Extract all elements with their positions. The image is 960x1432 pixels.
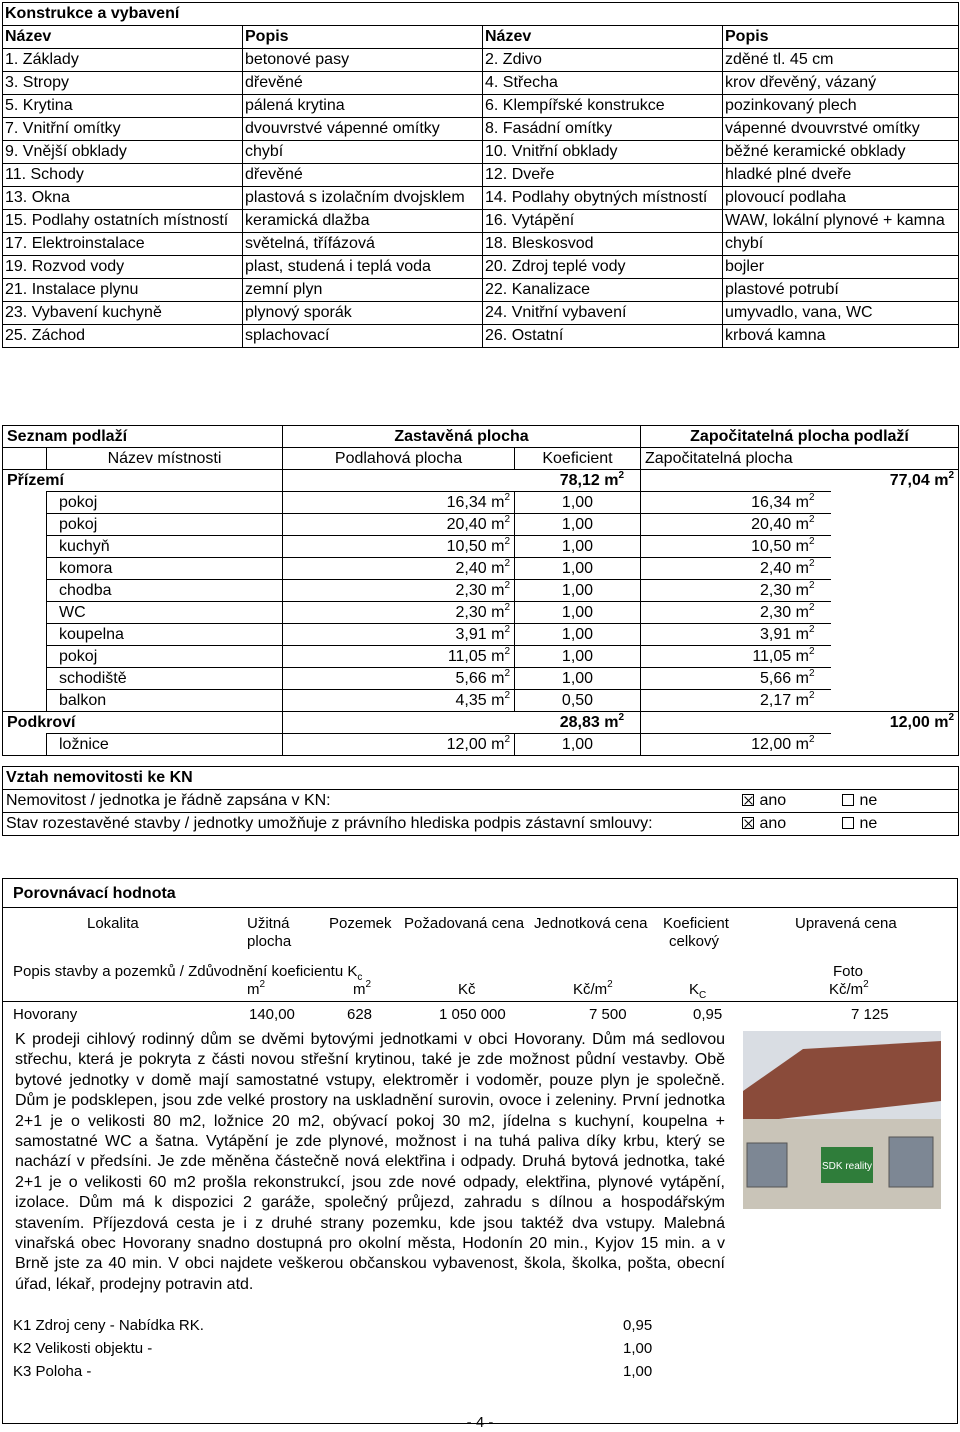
- konstrukce-popis: umyvadlo, vana, WC: [723, 302, 959, 325]
- floor-zastavena: [283, 470, 641, 492]
- area-value: 12,00 m: [751, 736, 809, 753]
- konstrukce-popis: zemní plyn: [243, 279, 483, 302]
- room-podlahova: [283, 690, 515, 712]
- room-zapocitatelna: [641, 536, 831, 558]
- room-name: pokoj: [47, 492, 283, 514]
- room-zapocitatelna: [641, 646, 831, 668]
- floor-row: [3, 470, 959, 492]
- konstrukce-nazev: 12. Dveře: [483, 164, 723, 187]
- checkbox-checked-icon: [742, 817, 754, 829]
- kn-zapis-no-label: ne: [859, 792, 878, 809]
- konstrukce-nazev: 21. Instalace plynu: [3, 279, 243, 302]
- floor-row: [3, 712, 959, 734]
- konstrukce-popis: chybí: [723, 233, 959, 256]
- room-podlahova: [283, 602, 515, 624]
- room-zapocitatelna: [641, 668, 831, 690]
- konstrukce-popis: chybí: [243, 141, 483, 164]
- area-unit-exp: 2: [504, 734, 510, 745]
- room-spacer: [831, 734, 959, 756]
- room-podlahova: [283, 668, 515, 690]
- room-koeficient: 1,00: [515, 514, 641, 536]
- konstrukce-title: Konstrukce a vybavení: [3, 3, 959, 26]
- area-unit-exp: 2: [808, 734, 815, 745]
- room-koeficient: 1,00: [515, 668, 641, 690]
- area-value: 2,30 m: [760, 604, 809, 621]
- konstrukce-nazev: 16. Vytápění: [483, 210, 723, 233]
- room-indent: [3, 646, 47, 668]
- konstrukce-popis: splachovací: [243, 325, 483, 348]
- room-koeficient: 1,00: [515, 580, 641, 602]
- kn-row-zapis: Nemovitost / jednotka je řádně zapsána v KN:: [3, 790, 739, 813]
- header-popis-1: Popis: [243, 26, 483, 49]
- coefficient-label: K3 Poloha -: [13, 1363, 92, 1380]
- room-indent: [3, 492, 47, 514]
- area-unit-exp: 2: [618, 470, 624, 481]
- konstrukce-popis: plastová s izolačním dvojsklem: [243, 187, 483, 210]
- konstrukce-row: [3, 164, 959, 187]
- hdr-koef-2: celkový: [669, 933, 720, 950]
- area-value: 4,35 m: [455, 692, 505, 709]
- room-indent: [3, 514, 47, 536]
- floor-zapocitatelna: [641, 470, 959, 492]
- konstrukce-nazev: 8. Fasádní omítky: [483, 118, 723, 141]
- area-unit-exp: 2: [504, 602, 510, 613]
- konstrukce-row: [3, 302, 959, 325]
- area-unit-exp: 2: [808, 580, 815, 591]
- col-zapocitatelna: Započitatelná plocha podlaží: [641, 426, 959, 448]
- area-unit-exp: 2: [504, 514, 510, 525]
- room-indent: [3, 668, 47, 690]
- room-row: [3, 558, 959, 580]
- area-value: 16,34 m: [446, 494, 505, 511]
- konstrukce-nazev: 19. Rozvod vody: [3, 256, 243, 279]
- konstrukce-popis: pálená krytina: [243, 95, 483, 118]
- sub-zapocitatelna: Započitatelná plocha: [641, 448, 831, 470]
- area-value: 11,05 m: [752, 648, 809, 665]
- unit-kcm2-b: [829, 981, 869, 999]
- row-pozadovana: 1 050 000: [439, 1006, 506, 1023]
- room-spacer: [831, 514, 959, 536]
- konstrukce-popis: dvouvrstvé vápenné omítky: [243, 118, 483, 141]
- area-unit-exp: 2: [808, 536, 815, 547]
- coefficient-value: 1,00: [623, 1363, 653, 1380]
- unit-m2-a-exp: 2: [259, 979, 266, 990]
- area-value: 11,05 m: [447, 648, 505, 665]
- room-koeficient: 1,00: [515, 734, 641, 756]
- room-indent: [3, 536, 47, 558]
- konstrukce-table: [2, 2, 959, 348]
- room-name: koupelna: [47, 624, 283, 646]
- sub-nazev: Název místnosti: [47, 448, 283, 470]
- area-unit-exp: 2: [808, 492, 815, 503]
- area-unit-exp: 2: [808, 602, 815, 613]
- konstrukce-row: [3, 325, 959, 348]
- room-row: [3, 668, 959, 690]
- area-value: 2,30 m: [455, 604, 505, 621]
- konstrukce-nazev: 5. Krytina: [3, 95, 243, 118]
- area-value: 2,30 m: [760, 582, 809, 599]
- area-unit-exp: 2: [808, 668, 815, 679]
- area-unit-exp: 2: [504, 668, 510, 679]
- row-uzitna: 140,00: [249, 1006, 295, 1023]
- konstrukce-nazev: 6. Klempířské konstrukce: [483, 95, 723, 118]
- podlazi-table: [2, 425, 959, 756]
- konstrukce-nazev: 26. Ostatní: [483, 325, 723, 348]
- konstrukce-nazev: 9. Vnější obklady: [3, 141, 243, 164]
- floor-name: Podkroví: [3, 712, 283, 734]
- konstrukce-popis: betonové pasy: [243, 49, 483, 72]
- konstrukce-nazev: 10. Vnitřní obklady: [483, 141, 723, 164]
- konstrukce-row: [3, 256, 959, 279]
- row-upravena: 7 125: [851, 1006, 889, 1023]
- area-unit-exp: 2: [808, 624, 815, 635]
- coefficient-label: K1 Zdroj ceny - Nabídka RK.: [13, 1317, 204, 1334]
- room-zapocitatelna: [641, 690, 831, 712]
- floor-zapocitatelna: [641, 712, 959, 734]
- unit-kcm2-exp: 2: [607, 979, 613, 990]
- room-name: kuchyň: [47, 536, 283, 558]
- kn-zastava-yes[interactable]: [739, 813, 839, 836]
- area-unit-exp: 2: [504, 690, 510, 701]
- room-podlahova: [283, 514, 515, 536]
- room-indent: [3, 690, 47, 712]
- room-koeficient: 0,50: [515, 690, 641, 712]
- house-photo-image: [743, 1031, 941, 1209]
- konstrukce-nazev: 20. Zdroj teplé vody: [483, 256, 723, 279]
- konstrukce-row: [3, 141, 959, 164]
- area-unit-exp: 2: [808, 646, 815, 657]
- area-value: 3,91 m: [455, 626, 505, 643]
- hdr-uzitna-1: Užitná: [247, 915, 290, 932]
- room-spacer: [831, 602, 959, 624]
- konstrukce-row: [3, 279, 959, 302]
- area-value: 78,12 m: [559, 472, 619, 489]
- row-pozemek: 628: [347, 1006, 373, 1023]
- konstrukce-row: [3, 187, 959, 210]
- konstrukce-popis: hladké plné dveře: [723, 164, 959, 187]
- room-spacer: [831, 580, 959, 602]
- konstrukce-nazev: 23. Vybavení kuchyně: [3, 302, 243, 325]
- coefficient-label: K2 Velikosti objektu -: [13, 1340, 153, 1357]
- konstrukce-popis: běžné keramické obklady: [723, 141, 959, 164]
- konstrukce-popis: vápenné dvouvrstvé omítky: [723, 118, 959, 141]
- unit-m2-b-text: m: [353, 981, 366, 998]
- room-spacer: [831, 624, 959, 646]
- room-zapocitatelna: [641, 580, 831, 602]
- area-value: 2,40 m: [760, 560, 809, 577]
- room-name: chodba: [47, 580, 283, 602]
- room-row: [3, 646, 959, 668]
- konstrukce-nazev: 4. Střecha: [483, 72, 723, 95]
- area-unit-exp: 2: [808, 690, 815, 701]
- room-spacer: [831, 668, 959, 690]
- konstrukce-row: [3, 72, 959, 95]
- room-name: komora: [47, 558, 283, 580]
- konstrukce-row: [3, 95, 959, 118]
- unit-kc-sym-sub: C: [699, 990, 707, 1001]
- kn-row-zastava: Stav rozestavěné stavby / jednotky umožňuje z právního hlediska podpis zástavní smlouvy:: [3, 813, 739, 836]
- area-value: 12,00 m: [446, 736, 505, 753]
- area-unit-exp: 2: [504, 646, 510, 657]
- konstrukce-nazev: 17. Elektroinstalace: [3, 233, 243, 256]
- room-spacer: [831, 646, 959, 668]
- area-unit-exp: 2: [618, 712, 624, 723]
- area-value: 2,17 m: [760, 692, 809, 709]
- konstrukce-nazev: 1. Základy: [3, 49, 243, 72]
- room-indent: [3, 624, 47, 646]
- hdr-lokalita: Lokalita: [87, 915, 139, 932]
- description-text: K prodeji cihlový rodinný dům se dvěmi bytovými jednotkami v obci Hovorany. Dům má sedlovou střechu, která je pokryta z části novou střešní krytinou, také je zde možnost půdní vestavby. Obě bytové jednotky v domě mají samostatné vstupy, elektroměr i vodoměr, pouze plyn je společně. Dům je podsklepen, jsou zde velké prostory na uskladnění surovin, ovoce i zeleniny. První jednotka 2+1 je o velikosti 80 m2, ložnice 20 m2, obývací pokoj 30 m2, jídelna s kuchyní, koupelna + samostatné WC a šatna. Vytápění je zde plynové, možnost i na tuhá paliva díky krbu, který se nachází v předsíni. Je zde měněna částečně nová elektřina i odpady. Druhá bytová jednotka, také 2+1 je o velikosti 60 m2 prošla rekonstrukcí, jsou zde nové odpady, elektřina, plynové vytápění, izolace. Dům má k dispozici 2 garáže, společný průjezd, zahradu s dílnou a hospodářským stavením. Příjezdová cesta je i z druhé strany pozemku, kde jsou taktéž dva vstupy. Malebná vinařská obec Hovorany snadno dostupná pro okolní města, Hodonín 20 min., Kyjov 15 min. a v Brně jste za 40 min. V obci najdete veškerou občanskou vybavenost, škola, školka, pošta, obecní úřad, lékař, prodejny potravin atd.: [15, 1031, 725, 1293]
- podlazi-rows: [3, 470, 959, 756]
- area-unit-exp: 2: [948, 470, 955, 481]
- header-popis-2: Popis: [723, 26, 959, 49]
- room-zapocitatelna: [641, 514, 831, 536]
- unit-kc: Kč: [458, 981, 476, 998]
- unit-m2-b: [353, 981, 371, 999]
- konstrukce-popis: světelná, třífázová: [243, 233, 483, 256]
- area-unit-exp: 2: [504, 580, 510, 591]
- checkbox-checked-icon: [742, 794, 754, 806]
- unit-kcm2-b-text: Kč/m: [829, 981, 864, 998]
- hdr-upravena: Upravená cena: [795, 915, 897, 932]
- hdr-pozadovana: Požadovaná cena: [404, 915, 525, 932]
- konstrukce-popis: plastové potrubí: [723, 279, 959, 302]
- area-unit-exp: 2: [808, 558, 815, 569]
- area-value: 77,04 m: [889, 472, 949, 489]
- area-value: 12,00 m: [889, 714, 949, 731]
- room-koeficient: 1,00: [515, 536, 641, 558]
- konstrukce-row: [3, 49, 959, 72]
- hdr-popis-text: Popis stavby a pozemků / Zdůvodnění koeficientu K: [13, 963, 358, 980]
- room-row: [3, 734, 959, 756]
- area-value: 2,30 m: [455, 582, 505, 599]
- konstrukce-popis: plynový sporák: [243, 302, 483, 325]
- konstrukce-nazev: 25. Záchod: [3, 325, 243, 348]
- hdr-popis-sub: c: [357, 972, 363, 983]
- kn-zapis-yes-label: ano: [759, 792, 787, 809]
- room-indent: [3, 558, 47, 580]
- area-unit-exp: 2: [504, 558, 510, 569]
- konstrukce-popis: krbová kamna: [723, 325, 959, 348]
- unit-kc-sym-text: K: [689, 981, 700, 998]
- floor-zastavena: [283, 712, 641, 734]
- porovnavaci-title: Porovnávací hodnota: [13, 885, 176, 902]
- header-nazev-2: Název: [483, 26, 723, 49]
- hdr-foto: Foto: [833, 963, 864, 980]
- konstrukce-nazev: 22. Kanalizace: [483, 279, 723, 302]
- room-name: ložnice: [47, 734, 283, 756]
- kn-zapis-no[interactable]: [839, 790, 959, 813]
- hdr-pozemek: Pozemek: [329, 915, 392, 932]
- konstrukce-rows: [3, 49, 959, 348]
- room-name: pokoj: [47, 514, 283, 536]
- konstrukce-nazev: 2. Zdivo: [483, 49, 723, 72]
- room-spacer: [831, 536, 959, 558]
- area-value: 20,40 m: [751, 516, 809, 533]
- konstrukce-nazev: 18. Bleskosvod: [483, 233, 723, 256]
- col-zastavena: Zastavěná plocha: [283, 426, 641, 448]
- room-spacer: [831, 690, 959, 712]
- konstrukce-popis: plovoucí podlaha: [723, 187, 959, 210]
- konstrukce-nazev: 14. Podlahy obytných místností: [483, 187, 723, 210]
- room-row: [3, 624, 959, 646]
- room-indent: [3, 580, 47, 602]
- room-podlahova: [283, 536, 515, 558]
- area-value: 16,34 m: [751, 494, 809, 511]
- area-value: 20,40 m: [446, 516, 505, 533]
- floor-name: Přízemí: [3, 470, 283, 492]
- room-koeficient: 1,00: [515, 602, 641, 624]
- area-unit-exp: 2: [948, 712, 955, 723]
- room-name: balkon: [47, 690, 283, 712]
- porovnavaci-section: [2, 878, 958, 1424]
- room-row: [3, 690, 959, 712]
- room-indent: [3, 734, 47, 756]
- konstrukce-nazev: 13. Okna: [3, 187, 243, 210]
- area-value: 10,50 m: [446, 538, 505, 555]
- area-value: 2,40 m: [455, 560, 505, 577]
- room-name: WC: [47, 602, 283, 624]
- room-row: [3, 514, 959, 536]
- room-podlahova: [283, 624, 515, 646]
- konstrukce-row: [3, 233, 959, 256]
- area-value: 5,66 m: [760, 670, 809, 687]
- coefficient-value: 1,00: [623, 1340, 653, 1357]
- area-unit-exp: 2: [808, 514, 815, 525]
- konstrukce-popis: krov dřevěný, vázaný: [723, 72, 959, 95]
- konstrukce-nazev: 3. Stropy: [3, 72, 243, 95]
- room-spacer: [831, 492, 959, 514]
- unit-kcm2-b-exp: 2: [863, 979, 869, 990]
- room-zapocitatelna: [641, 624, 831, 646]
- checkbox-empty-icon: [842, 794, 854, 806]
- area-unit-exp: 2: [504, 492, 510, 503]
- sub-koeficient: Koeficient: [515, 448, 641, 470]
- room-zapocitatelna: [641, 492, 831, 514]
- konstrukce-popis: pozinkovaný plech: [723, 95, 959, 118]
- property-photo: [743, 1031, 941, 1209]
- room-podlahova: [283, 734, 515, 756]
- area-value: 10,50 m: [751, 538, 809, 555]
- kn-zapis-yes[interactable]: [739, 790, 839, 813]
- kn-title: Vztah nemovitosti ke KN: [3, 767, 959, 790]
- room-koeficient: 1,00: [515, 492, 641, 514]
- area-value: 28,83 m: [559, 714, 619, 731]
- konstrukce-popis: dřevěné: [243, 164, 483, 187]
- page-number: - 4 -: [466, 1414, 494, 1431]
- konstrukce-popis: plast, studená i teplá voda: [243, 256, 483, 279]
- hdr-jednotkova: Jednotková cena: [534, 915, 648, 932]
- room-zapocitatelna: [641, 602, 831, 624]
- row-lokalita: Hovorany: [13, 1006, 78, 1023]
- room-name: schodiště: [47, 668, 283, 690]
- room-row: [3, 602, 959, 624]
- konstrukce-nazev: 15. Podlahy ostatních místností: [3, 210, 243, 233]
- konstrukce-nazev: 11. Schody: [3, 164, 243, 187]
- kn-table: [2, 766, 959, 836]
- konstrukce-nazev: 7. Vnitřní omítky: [3, 118, 243, 141]
- unit-m2-a: [247, 981, 265, 999]
- kn-zastava-no[interactable]: [839, 813, 959, 836]
- hdr-uzitna-2: plocha: [247, 933, 292, 950]
- konstrukce-popis: WAW, lokální plynové + kamna: [723, 210, 959, 233]
- room-podlahova: [283, 580, 515, 602]
- sub-podlahova: Podlahová plocha: [283, 448, 515, 470]
- row-jednotkova: 7 500: [589, 1006, 627, 1023]
- room-koeficient: 1,00: [515, 624, 641, 646]
- room-podlahova: [283, 646, 515, 668]
- podlazi-title: Seznam podlaží: [3, 426, 283, 448]
- hdr-popis: [13, 963, 362, 987]
- area-unit-exp: 2: [504, 536, 510, 547]
- area-unit-exp: 2: [504, 624, 510, 635]
- row-koeficient: 0,95: [693, 1006, 723, 1023]
- room-koeficient: 1,00: [515, 558, 641, 580]
- header-nazev-1: Název: [3, 26, 243, 49]
- room-indent: [3, 602, 47, 624]
- checkbox-empty-icon: [842, 817, 854, 829]
- room-row: [3, 580, 959, 602]
- konstrukce-popis: keramická dlažba: [243, 210, 483, 233]
- unit-kcm2: [573, 981, 613, 999]
- unit-kcm2-text: Kč/m: [573, 981, 608, 998]
- coefficient-value: 0,95: [623, 1317, 653, 1334]
- unit-m2-a-text: m: [247, 981, 260, 998]
- room-podlahova: [283, 558, 515, 580]
- room-row: [3, 536, 959, 558]
- room-koeficient: 1,00: [515, 646, 641, 668]
- room-zapocitatelna: [641, 734, 831, 756]
- konstrukce-row: [3, 118, 959, 141]
- kn-zastava-yes-label: ano: [759, 815, 787, 832]
- area-value: 3,91 m: [760, 626, 809, 643]
- photo-sign-text: SDK reality: [821, 1161, 873, 1172]
- konstrukce-row: [3, 210, 959, 233]
- konstrukce-popis: dřevěné: [243, 72, 483, 95]
- hdr-koef-1: Koeficient: [663, 915, 729, 932]
- room-row: [3, 492, 959, 514]
- konstrukce-popis: zděné tl. 45 cm: [723, 49, 959, 72]
- room-name: pokoj: [47, 646, 283, 668]
- konstrukce-nazev: 24. Vnitřní vybavení: [483, 302, 723, 325]
- room-spacer: [831, 558, 959, 580]
- room-zapocitatelna: [641, 558, 831, 580]
- unit-m2-b-exp: 2: [365, 979, 372, 990]
- area-value: 5,66 m: [455, 670, 505, 687]
- room-podlahova: [283, 492, 515, 514]
- kn-zastava-no-label: ne: [859, 815, 878, 832]
- konstrukce-popis: bojler: [723, 256, 959, 279]
